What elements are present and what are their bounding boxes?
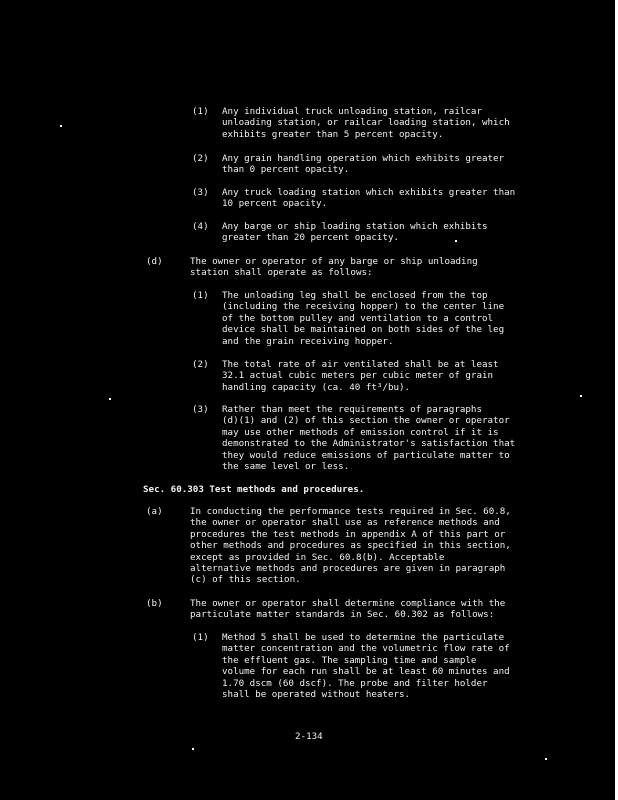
item-number: (4) <box>192 221 209 232</box>
item-number: (3) <box>192 404 209 415</box>
scan-speck <box>545 758 547 760</box>
scan-speck <box>109 398 111 400</box>
paragraph-label: (d) <box>146 256 163 267</box>
item-number: (2) <box>192 153 209 164</box>
item-text: Any barge or ship loading station which exhibits greater than 20 percent opacity. <box>222 221 488 244</box>
paragraph-text: The owner or operator shall determine compliance with the particulate matter standards in Sec. 60.302 as follows: <box>190 598 506 621</box>
item-text: Method 5 shall be used to determine the particulate matter concentration and the volumetric flow rate of the effluent gas. The sampling time and sample volume for each run shall be at least 60 minutes and 1.70 dscm (60 dscf). The probe and filter holder shall be operated without heaters. <box>222 632 510 701</box>
paragraph-label: (b) <box>146 598 163 609</box>
scan-speck <box>192 748 194 750</box>
item-text: The unloading leg shall be enclosed from the top (including the receiving hopper) to the center line of the bottom pulley and ventilation to a control device shall be maintained on both sides of the leg and the grain receiving hopper. <box>222 290 505 347</box>
item-number: (1) <box>192 632 209 643</box>
scan-speck <box>60 125 62 127</box>
scan-speck <box>580 395 582 397</box>
page-number: 2-134 <box>295 731 323 742</box>
paragraph-text: The owner or operator of any barge or ship unloading station shall operate as follows: <box>190 256 478 279</box>
section-heading-text: Sec. 60.303 Test methods and procedures. <box>143 484 365 495</box>
item-text: Any truck loading station which exhibits greater than 10 percent opacity. <box>222 187 516 210</box>
item-text: The total rate of air ventilated shall be at least 32.1 actual cubic meters per cubic meter of grain handling capacity (ca. 40 ft³/bu). <box>222 359 499 393</box>
item-number: (3) <box>192 187 209 198</box>
paragraph-label: (a) <box>146 506 163 517</box>
item-number: (1) <box>192 290 209 301</box>
item-number: (2) <box>192 359 209 370</box>
scan-speck <box>455 240 457 242</box>
section-heading <box>143 484 364 495</box>
item-number: (1) <box>192 106 209 117</box>
item-text: Any grain handling operation which exhibits greater than 0 percent opacity. <box>222 153 505 176</box>
paragraph-text: In conducting the performance tests required in Sec. 60.8, the owner or operator shall use as reference methods and procedures the test methods in appendix A of this part or other methods and procedures as specified in this section, except as provided in Sec. 60.8(b). Acceptable alternative methods and procedures are given in paragraph (c) of this section. <box>190 506 511 586</box>
item-text: Any individual truck unloading station, railcar unloading station, or railcar loading station, which exhibits greater than 5 percent opacity. <box>222 106 510 140</box>
item-text: Rather than meet the requirements of paragraphs (d)(1) and (2) of this section the owner or operator may use other methods of emission control if it is demonstrated to the Administrator's satisfaction that they would reduce emissions of particulate matter to the same level or less. <box>222 404 516 473</box>
